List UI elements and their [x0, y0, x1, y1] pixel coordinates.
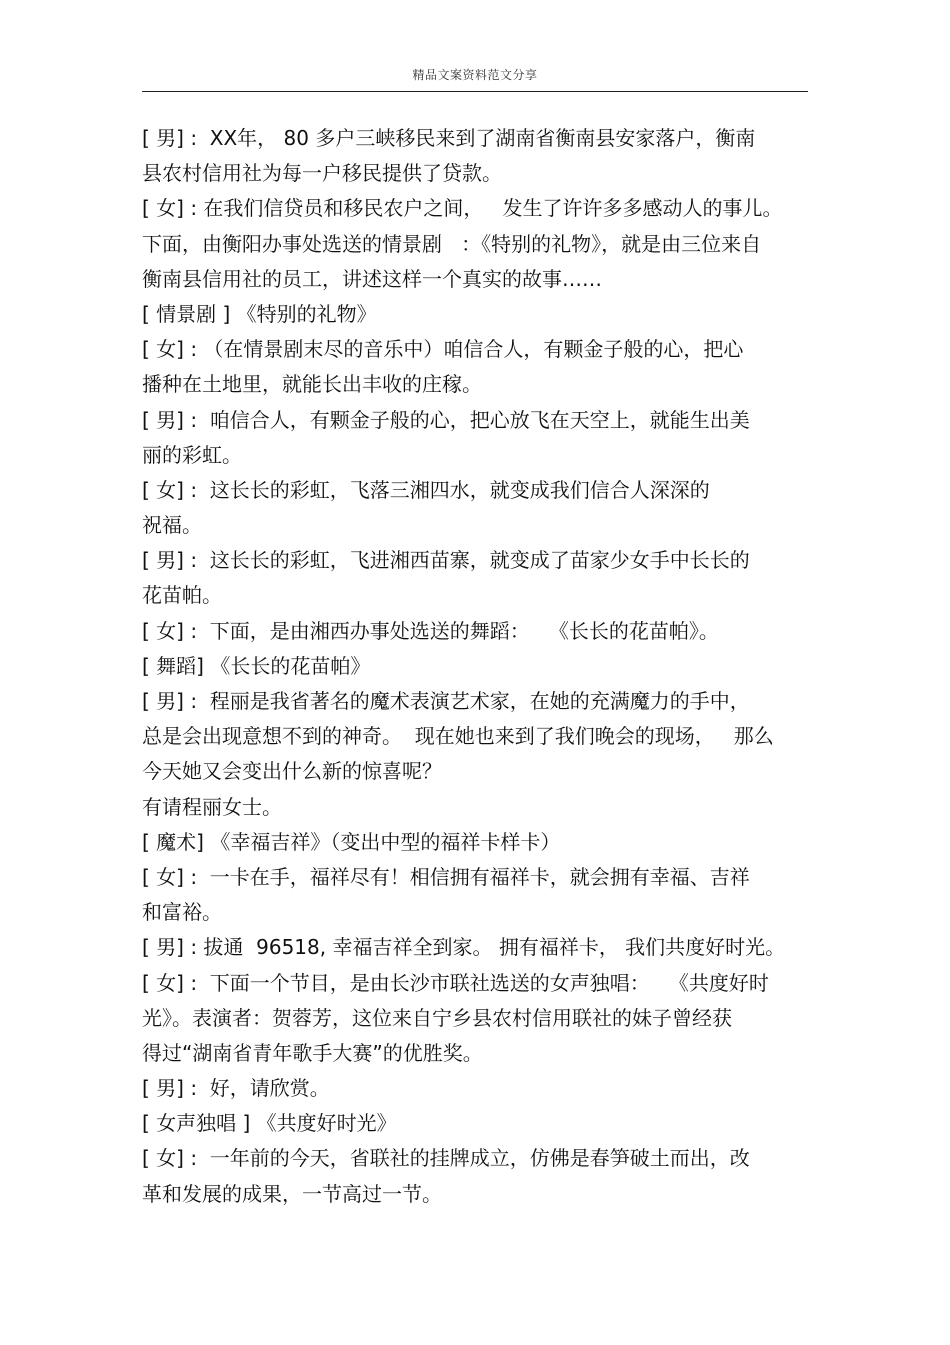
text-line: 革和发展的成果，一节高过一节。: [142, 1181, 442, 1206]
text-line: [ 男] : 这长长的彩虹，飞进湘西苗寨，就变成了苗家少女手中长长的: [142, 548, 750, 573]
text-line: [ 女] : 一年前的今天，省联社的挂牌成立，仿佛是春笋破土而出，改: [142, 1146, 750, 1171]
text-line: [ 男] : 拔通 96518, 幸福吉祥全到家。 拥有福祥卡， 我们共度好时光。: [142, 935, 786, 960]
text-line: [ 女声独唱 ] 《共度好时光》: [142, 1111, 397, 1136]
text-line: 播种在土地里，就能长出丰收的庄稼。: [142, 372, 482, 397]
text-line: [ 男] : 咱信合人，有颗金子般的心，把心放飞在天空上，就能生出美: [142, 407, 750, 432]
text-line: 得过“湖南省青年歌手大赛”的优胜奖。: [142, 1040, 483, 1065]
text-line: 光》。表演者：贺蓉芳，这位来自宁乡县农村信用联社的妹子曾经获: [142, 1005, 732, 1030]
text-line: [ 男] : 程丽是我省著名的魔术表演艺术家，在她的充满魔力的手中，: [142, 689, 750, 713]
text-line: [ 女] : （在情景剧末尽的音乐中）咱信合人，有颗金子般的心，把心: [142, 337, 744, 362]
text-line: [ 魔术] 《幸福吉祥》（变出中型的福祥卡样卡）: [142, 829, 561, 854]
text-line: 花苗帕。: [142, 583, 222, 608]
text-line: [ 女] : 这长长的彩虹，飞落三湘四水，就变成我们信合人深深的: [142, 477, 710, 502]
text-line: 县农村信用社为每一户移民提供了贷款。: [142, 161, 502, 186]
text-line: [ 情景剧 ] 《特别的礼物》: [142, 301, 377, 326]
text-line: [ 女] : 一卡在手，福祥尽有！相信拥有福祥卡，就会拥有幸福、吉祥: [142, 864, 750, 889]
text-line: 总是会出现意想不到的神奇。 现在她也来到了我们晚会的现场， 那么: [142, 724, 774, 749]
text-line: 下面，由衡阳办事处选送的情景剧 ：《特别的礼物》，就是由三位来自: [142, 231, 762, 256]
document-body: [142, 121, 808, 1212]
text-line: [ 女] : 下面一个节目，是由长沙市联社选送的女声独唱： 《共度好时: [142, 970, 769, 995]
page-header: 精品文案资料范文分享: [412, 68, 538, 82]
text-line: 和富裕。: [142, 900, 222, 925]
text-line: 衡南县信用社的员工，讲述这样一个真实的故事……: [142, 266, 602, 291]
text-line: [ 女] : 在我们信贷员和移民农户之间， 发生了许许多多感动人的事儿。: [142, 196, 783, 221]
text-line: 祝福。: [142, 513, 202, 538]
text-line: 丽的彩虹。: [142, 442, 242, 467]
text-line: 今天她又会变出什么新的惊喜呢？: [142, 759, 442, 784]
text-line: [ 舞蹈] 《长长的花苗帕》: [142, 653, 371, 678]
text-line: [ 女] : 下面，是由湘西办事处选送的舞蹈： 《长长的花苗帕》。: [142, 618, 719, 643]
text-line: 有请程丽女士。: [142, 794, 282, 819]
header-divider: [142, 91, 808, 92]
text-line: [ 男] : 好，请欣赏。: [142, 1076, 330, 1101]
text-line: [ 男] : XX年， 80 多户三峡移民来到了湖南省衡南县安家落户，衡南: [142, 126, 756, 150]
